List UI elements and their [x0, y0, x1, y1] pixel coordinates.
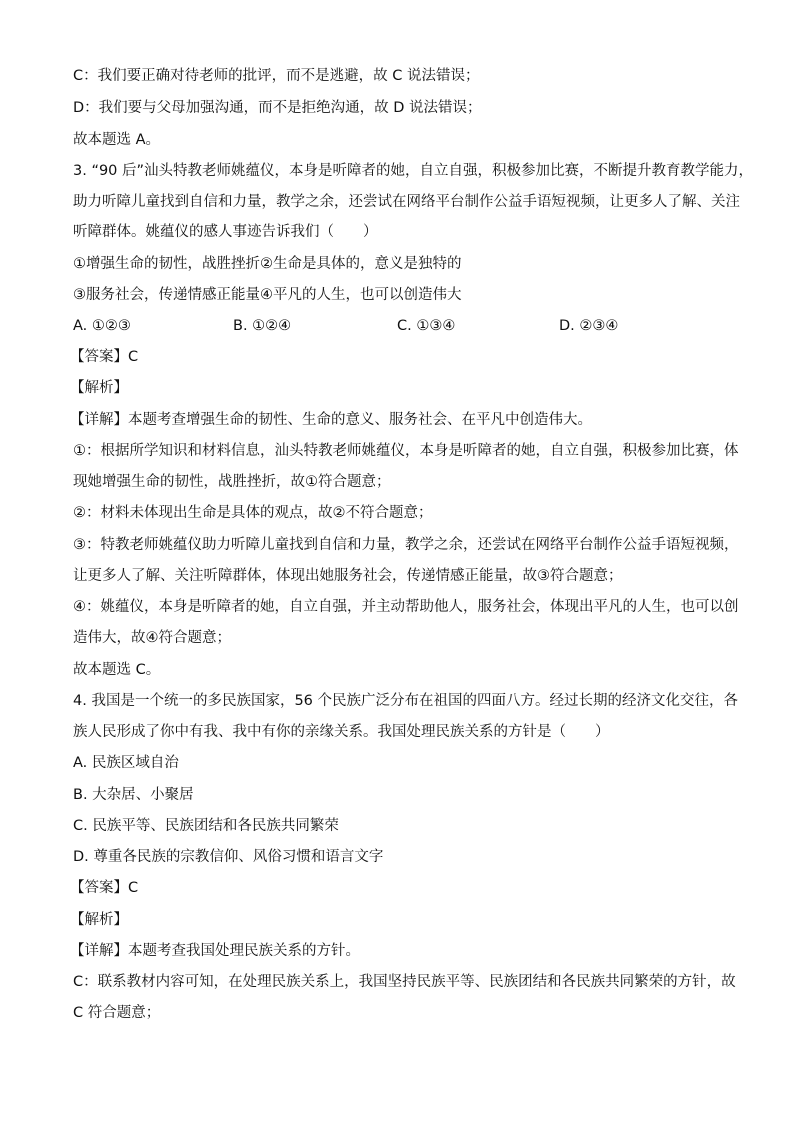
question-3-stem: 助力听障儿童找到自信和力量，教学之余，还尝试在网络平台制作公益手语短视频，让更多人了解、关注 — [73, 194, 740, 210]
question-3-detail: 让更多人了解、关注听障群体，体现出她服务社会，传递情感正能量，故③符合题意； — [73, 568, 623, 584]
question-3-option-d: D. ②③④ — [559, 318, 619, 334]
text-line: D：我们要与父母加强沟通，而不是拒绝沟通，故 D 说法错误； — [73, 100, 482, 116]
question-3-detail: ④：姚蕴仪，本身是听障者的她，自立自强，并主动帮助他人，服务社会，体现出平凡的人生，也可以创 — [73, 599, 739, 615]
question-4-option-c: C. 民族平等、民族团结和各民族共同繁荣 — [73, 818, 339, 834]
question-3-detail: 造伟大，故④符合题意； — [73, 630, 231, 646]
question-3-statement: ③服务社会，传递情感正能量④平凡的人生，也可以创造伟大 — [73, 287, 462, 303]
question-3-detail: ③：特教老师姚蕴仪助力听障儿童找到自信和力量，教学之余，还尝试在网络平台制作公益手语短视频， — [73, 537, 739, 553]
question-4-detail: C 符合题意； — [73, 1005, 161, 1021]
question-3-statement: ①增强生命的韧性，战胜挫折②生命是具体的，意义是独特的 — [73, 256, 462, 272]
question-3-stem: 3. “90 后”汕头特教老师姚蕴仪，本身是听障者的她，自立自强，积极参加比赛，不断提升教育教学能力， — [73, 163, 754, 179]
question-4-option-d: D. 尊重各民族的宗教信仰、风俗习惯和语言文字 — [73, 849, 384, 865]
question-4-answer: 【答案】C — [70, 880, 139, 896]
question-3-detail: 现她增强生命的韧性，战胜挫折，故①符合题意； — [73, 474, 391, 490]
question-3-detail: 【详解】本题考查增强生命的韧性、生命的意义、服务社会、在平凡中创造伟大。 — [70, 412, 592, 428]
text-line: C：我们要正确对待老师的批评，而不是逃避，故 C 说法错误； — [73, 68, 480, 84]
question-3-answer: 【答案】C — [70, 349, 139, 365]
question-4-stem: 4. 我国是一个统一的多民族国家，56 个民族广泛分布在祖国的四面八方。经过长期的经济文化交往，各 — [73, 693, 738, 709]
question-3-option-c: C. ①③④ — [397, 318, 456, 334]
question-3-detail: 故本题选 C。 — [73, 662, 161, 678]
question-3-detail: ①：根据所学知识和材料信息，汕头特教老师姚蕴仪，本身是听障者的她，自立自强，积极参加比赛，体 — [73, 443, 739, 459]
question-4-analysis-label: 【解析】 — [70, 912, 128, 928]
question-4-option-b: B. 大杂居、小聚居 — [73, 787, 194, 803]
question-4-option-a: A. 民族区域自治 — [73, 755, 179, 771]
question-3-stem: 听障群体。姚蕴仪的感人事迹告诉我们（ ） — [73, 224, 378, 240]
question-3-analysis-label: 【解析】 — [70, 380, 128, 396]
question-3-option-a: A. ①②③ — [73, 318, 131, 334]
question-4-detail: 【详解】本题考查我国处理民族关系的方针。 — [70, 943, 360, 959]
question-4-detail: C：联系教材内容可知，在处理民族关系上，我国坚持民族平等、民族团结和各民族共同繁荣的方针，故 — [73, 974, 736, 990]
text-line: 故本题选 A。 — [73, 132, 161, 148]
question-4-stem: 族人民形成了你中有我、我中有你的亲缘关系。我国处理民族关系的方针是（ ） — [73, 724, 610, 740]
question-3-option-b: B. ①②④ — [233, 318, 292, 334]
question-3-detail: ②：材料未体现出生命是具体的观点，故②不符合题意； — [73, 505, 433, 521]
